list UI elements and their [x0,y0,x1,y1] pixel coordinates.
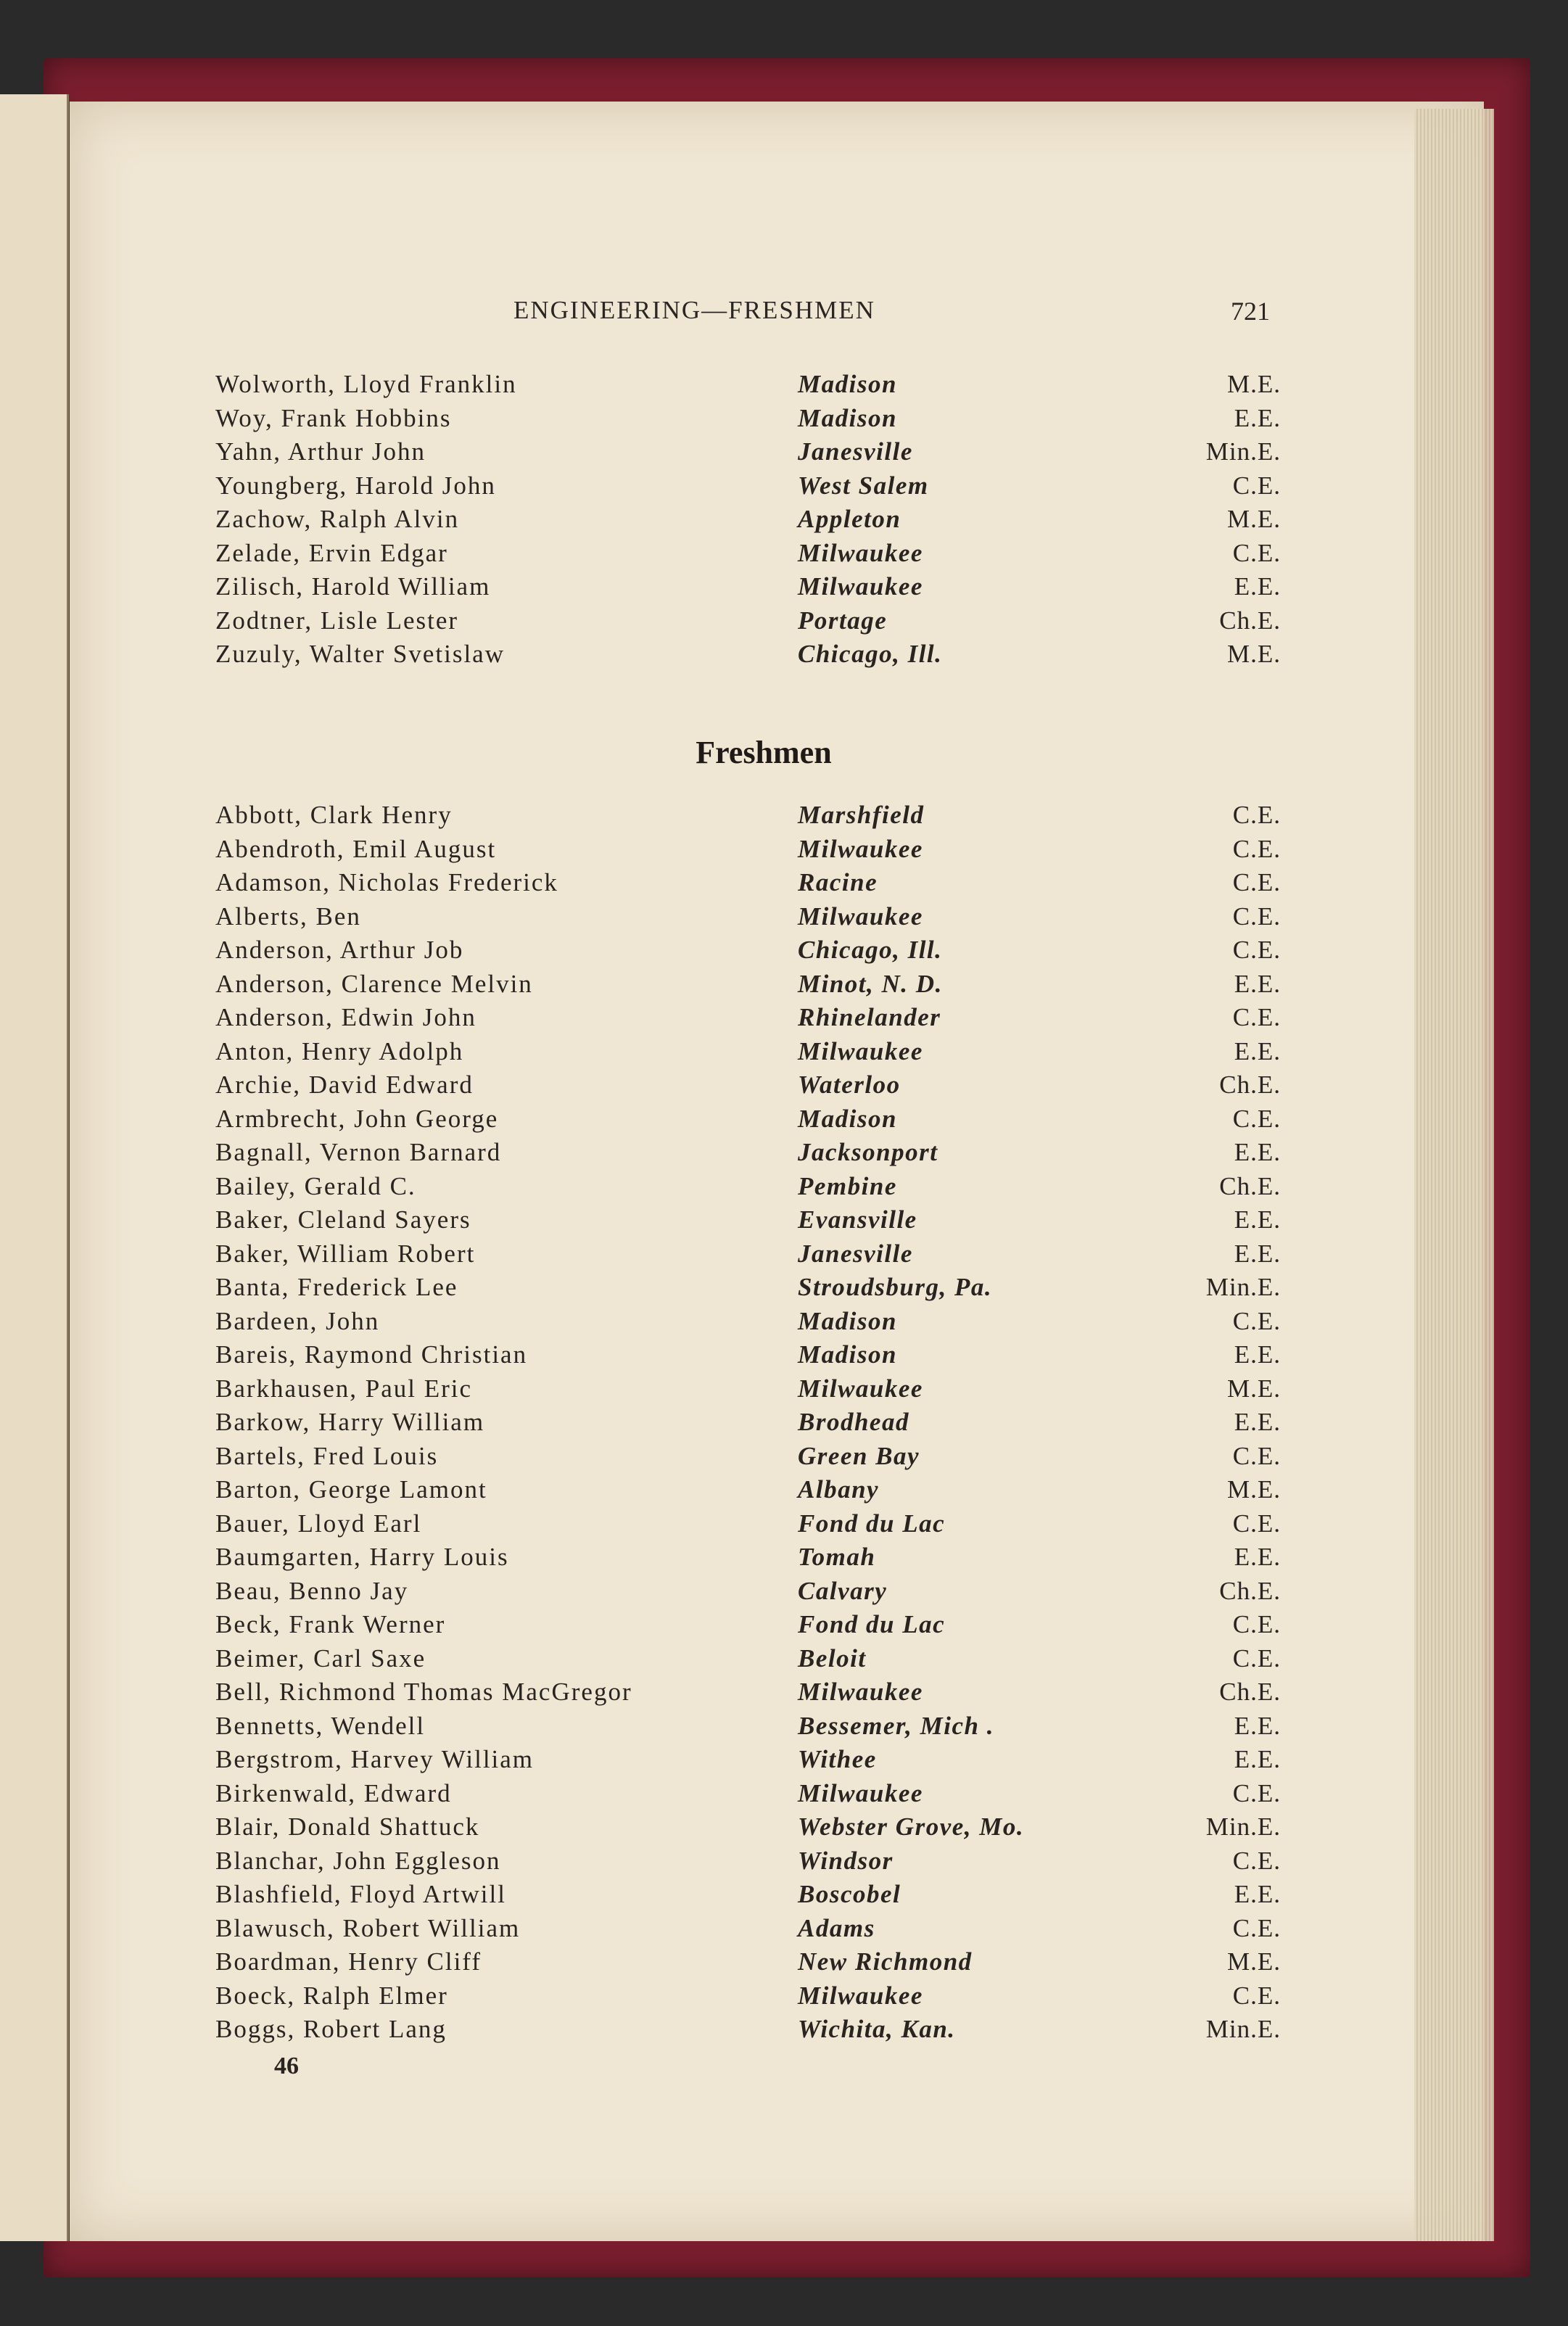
hometown: Chicago, Ill. [798,640,943,668]
hometown: Madison [798,1104,897,1133]
course-code: E.E. [1234,403,1281,432]
student-row [0,970,1568,1003]
hometown: Fond du Lac [798,1509,946,1538]
student-row [0,505,1568,538]
student-name: Blanchar, John Eggleson [215,1846,501,1875]
hometown: Brodhead [798,1408,909,1436]
course-code: Ch.E. [1219,606,1281,635]
student-row [0,606,1568,640]
course-code: E.E. [1234,969,1281,998]
student-row [0,1240,1568,1273]
student-row [0,1678,1568,1711]
course-code: C.E. [1232,1441,1281,1470]
hometown: Milwaukee [798,1778,923,1807]
course-code: E.E. [1234,1205,1281,1234]
hometown: Milwaukee [798,538,923,567]
course-code: E.E. [1234,1711,1281,1740]
course-code: C.E. [1232,471,1281,500]
student-row [0,1914,1568,1947]
course-code: C.E. [1232,1981,1281,2010]
course-code: Ch.E. [1219,1071,1281,1099]
student-row [0,1644,1568,1678]
student-name: Bennetts, Wendell [215,1711,426,1740]
student-name: Banta, Frederick Lee [215,1273,458,1301]
hometown: Stroudsburg, Pa. [798,1273,993,1301]
hometown: Bessemer, Mich . [798,1711,994,1740]
student-name: Baker, Cleland Sayers [215,1205,471,1234]
hometown: Milwaukee [798,1678,923,1706]
student-row [0,1475,1568,1509]
course-code: C.E. [1232,1003,1281,1031]
course-code: E.E. [1234,1408,1281,1436]
course-code: E.E. [1234,1239,1281,1268]
hometown: Portage [798,606,888,635]
hometown: New Richmond [798,1947,973,1976]
student-name: Anton, Henry Adolph [215,1036,464,1065]
course-code: E.E. [1234,1745,1281,1773]
student-name: Beau, Benno Jay [215,1576,409,1605]
student-row [0,1340,1568,1374]
hometown: Fond du Lac [798,1610,946,1638]
student-row [0,1205,1568,1239]
hometown: Withee [798,1745,877,1773]
hometown: Milwaukee [798,572,923,601]
course-code: M.E. [1227,1947,1281,1976]
student-row [0,471,1568,505]
student-name: Anderson, Clarence Melvin [215,969,533,998]
course-code: M.E. [1227,505,1281,533]
student-name: Baumgarten, Harry Louis [215,1543,509,1571]
hometown: Adams [798,1913,875,1942]
hometown: West Salem [798,471,929,500]
student-name: Boardman, Henry Cliff [215,1947,482,1976]
student-name: Barkow, Harry William [215,1408,485,1436]
student-name: Bell, Richmond Thomas MacGregor [215,1678,632,1706]
course-code: E.E. [1234,1543,1281,1571]
course-code: C.E. [1232,868,1281,896]
section-title: Freshmen [696,735,832,770]
hometown: Janesville [798,1239,913,1268]
student-name: Boeck, Ralph Elmer [215,1981,448,2010]
student-row [0,1712,1568,1745]
student-row [0,1374,1568,1408]
student-name: Bergstrom, Harvey William [215,1745,535,1773]
student-name: Abendroth, Emil August [215,834,497,863]
course-code: C.E. [1232,1610,1281,1638]
student-name: Bailey, Gerald C. [215,1171,416,1200]
student-name: Anderson, Edwin John [215,1003,476,1031]
course-code: C.E. [1232,1913,1281,1942]
hometown: Madison [798,370,897,398]
student-row [0,1981,1568,2015]
hometown: Jacksonport [798,1138,938,1166]
hometown: Evansville [798,1205,917,1234]
course-code: Min.E. [1205,1812,1281,1841]
hometown: Calvary [798,1576,888,1605]
student-row [0,640,1568,673]
student-name: Blair, Donald Shattuck [215,1812,480,1841]
course-code: M.E. [1227,370,1281,398]
student-row [0,1847,1568,1880]
hometown: Webster Grove, Mo. [798,1812,1025,1841]
student-name: Bartels, Fred Louis [215,1441,439,1470]
student-name: Zelade, Ervin Edgar [215,538,448,567]
signature-mark: 46 [274,2053,299,2079]
hometown: Marshfield [798,801,925,829]
student-name: Birkenwald, Edward [215,1778,452,1807]
hometown: Milwaukee [798,834,923,863]
student-name: Bauer, Lloyd Earl [215,1509,422,1538]
hometown: Waterloo [798,1071,901,1099]
student-row [0,370,1568,403]
hometown: Madison [798,1340,897,1369]
student-row [0,1880,1568,1913]
course-code: Min.E. [1205,1273,1281,1301]
student-name: Blawusch, Robert William [215,1913,521,1942]
course-code: M.E. [1227,640,1281,668]
hometown: Beloit [798,1644,867,1673]
student-name: Zilisch, Harold William [215,572,491,601]
hometown: Milwaukee [798,902,923,931]
course-code: Ch.E. [1219,1576,1281,1605]
hometown: Pembine [798,1171,897,1200]
course-code: Ch.E. [1219,1678,1281,1706]
hometown: Madison [798,403,897,432]
student-name: Abbott, Clark Henry [215,801,453,829]
student-name: Bardeen, John [215,1306,380,1335]
course-code: Min.E. [1205,2015,1281,2043]
course-code: C.E. [1232,1644,1281,1673]
student-row [0,1037,1568,1071]
hometown: Milwaukee [798,1374,923,1403]
course-code: C.E. [1232,1846,1281,1875]
student-name: Zuzuly, Walter Svetislaw [215,640,505,668]
student-name: Bareis, Raymond Christian [215,1340,528,1369]
student-row [0,1610,1568,1644]
hometown: Janesville [798,437,913,466]
student-name: Armbrecht, John George [215,1104,499,1133]
student-row [0,936,1568,969]
student-row [0,801,1568,834]
course-code: C.E. [1232,538,1281,567]
student-name: Archie, David Edward [215,1071,474,1099]
student-row [0,835,1568,868]
hometown: Madison [798,1306,897,1335]
student-row [0,1307,1568,1340]
student-row [0,1543,1568,1576]
course-code: C.E. [1232,1509,1281,1538]
student-row [0,1509,1568,1543]
course-code: E.E. [1234,572,1281,601]
student-row [0,1745,1568,1778]
student-name: Bagnall, Vernon Barnard [215,1138,502,1166]
student-row [0,1408,1568,1441]
student-row [0,1812,1568,1846]
student-row [0,1071,1568,1104]
hometown: Rhinelander [798,1003,941,1031]
student-row [0,2015,1568,2048]
student-name: Blashfield, Floyd Artwill [215,1880,506,1908]
student-row [0,1442,1568,1475]
hometown: Windsor [798,1846,894,1875]
student-name: Adamson, Nicholas Frederick [215,868,558,896]
student-name: Barton, George Lamont [215,1475,487,1504]
student-row [0,539,1568,572]
course-code: E.E. [1234,1880,1281,1908]
hometown: Minot, N. D. [798,969,943,998]
hometown: Appleton [798,505,901,533]
student-name: Anderson, Arthur Job [215,936,464,964]
course-code: Ch.E. [1219,1171,1281,1200]
student-row [0,1172,1568,1205]
student-row [0,404,1568,437]
student-name: Beimer, Carl Saxe [215,1644,426,1673]
student-name: Boggs, Robert Lang [215,2015,447,2043]
course-code: C.E. [1232,801,1281,829]
course-code: Min.E. [1205,437,1281,466]
hometown: Chicago, Ill. [798,936,943,964]
student-name: Woy, Frank Hobbins [215,403,452,432]
course-code: C.E. [1232,936,1281,964]
student-name: Barkhausen, Paul Eric [215,1374,472,1403]
course-code: M.E. [1227,1475,1281,1504]
course-code: M.E. [1227,1374,1281,1403]
student-name: Youngberg, Harold John [215,471,496,500]
student-row [0,1105,1568,1138]
hometown: Racine [798,868,878,896]
hometown: Albany [798,1475,880,1504]
course-code: E.E. [1234,1340,1281,1369]
hometown: Milwaukee [798,1036,923,1065]
course-code: C.E. [1232,1778,1281,1807]
student-row [0,1577,1568,1610]
course-code: C.E. [1232,834,1281,863]
student-name: Alberts, Ben [215,902,361,931]
student-name: Wolworth, Lloyd Franklin [215,370,517,398]
student-row [0,1003,1568,1036]
hometown: Wichita, Kan. [798,2015,956,2043]
student-name: Yahn, Arthur John [215,437,426,466]
hometown: Milwaukee [798,1981,923,2010]
student-name: Zachow, Ralph Alvin [215,505,460,533]
student-row [0,1947,1568,1981]
course-code: C.E. [1232,902,1281,931]
course-code: E.E. [1234,1138,1281,1166]
student-row [0,902,1568,936]
student-row [0,868,1568,902]
hometown: Green Bay [798,1441,920,1470]
student-name: Zodtner, Lisle Lester [215,606,459,635]
course-code: C.E. [1232,1306,1281,1335]
course-code: E.E. [1234,1036,1281,1065]
page-number: 721 [1231,297,1270,326]
student-name: Baker, William Robert [215,1239,476,1268]
student-row [0,1273,1568,1306]
student-row [0,1779,1568,1812]
running-head: ENGINEERING—FRESHMEN [513,296,875,324]
hometown: Tomah [798,1543,876,1571]
hometown: Boscobel [798,1880,901,1908]
student-row [0,1138,1568,1171]
course-code: C.E. [1232,1104,1281,1133]
student-row [0,572,1568,606]
student-row [0,437,1568,471]
student-name: Beck, Frank Werner [215,1610,446,1638]
